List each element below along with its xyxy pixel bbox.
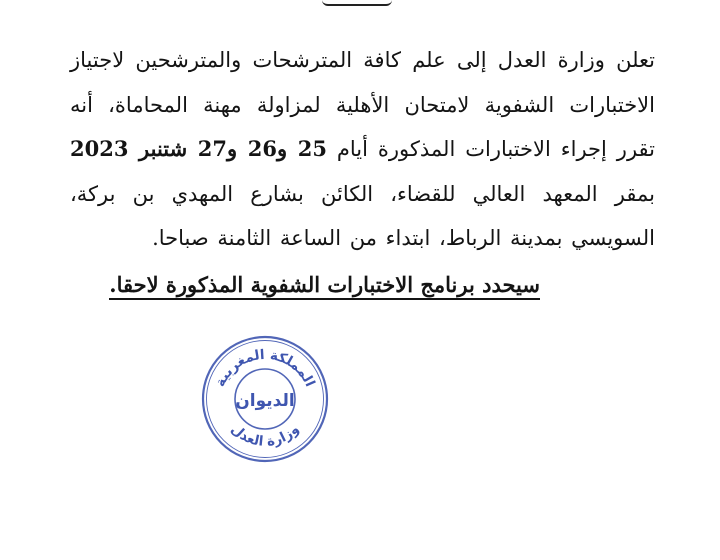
- seal-bottom-text: وزارة العدل: [227, 421, 303, 450]
- header-fragment: [322, 0, 392, 6]
- seal-center-text: الديوان: [235, 391, 295, 411]
- exam-dates: 25 و26 و27 شتنبر 2023: [70, 136, 327, 161]
- announcement-location: بمقر المعهد العالي للقضاء، الكائن بشارع المهدي بن بركة، السويسي بمدينة الرباط، ابتداء من الساعة الثامنة صباحا.: [70, 181, 655, 250]
- announcement-paragraph: [70, 38, 655, 261]
- program-notice-text: سيحدد برنامج الاختبارات الشفوية المذكورة لاحقا.: [109, 272, 540, 300]
- program-notice: [100, 267, 540, 303]
- official-seal-stamp: [200, 334, 330, 464]
- seal-top-text: المملكة المغربية: [212, 346, 318, 390]
- announcement-intro: تعلن وزارة العدل إلى علم كافة المترشحات والمترشحين لاجتياز الاختبارات الشفوية لامتحان الأهلية لمزاولة مهنة المحاماة، أنه تقرر إجراء الاختبارات المذكورة أيام: [70, 48, 655, 161]
